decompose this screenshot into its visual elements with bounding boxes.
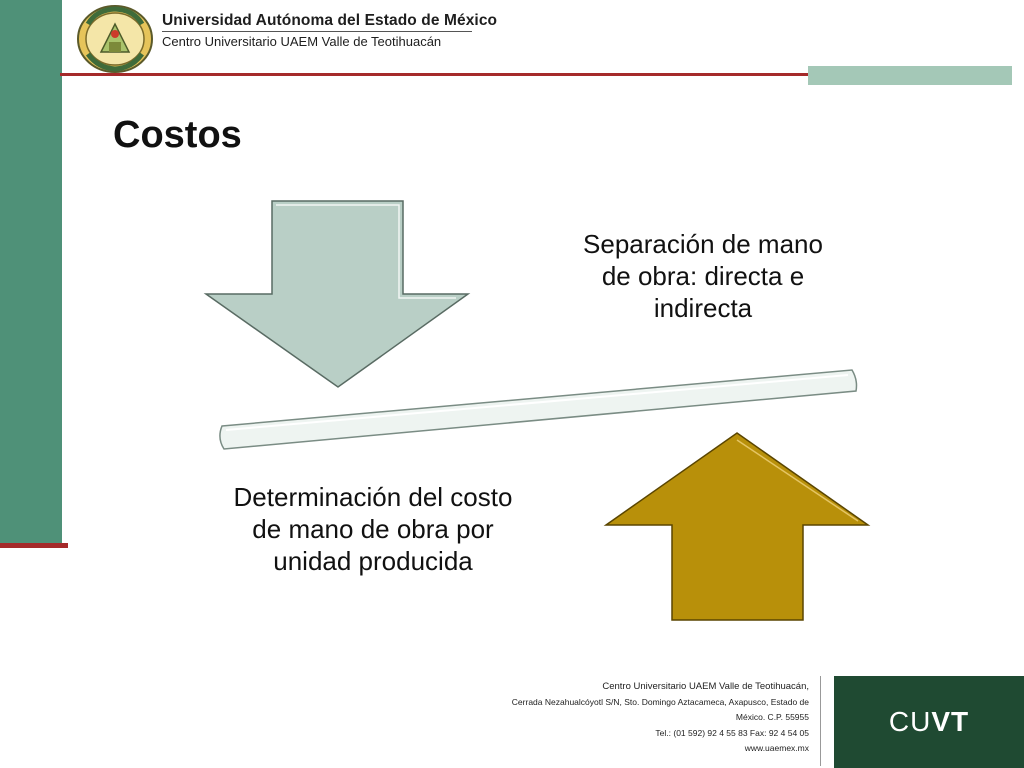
footer-line-address: Cerrada Nezahualcóyotl S/N, Sto. Domingo Aztacameca, Axapusco, Estado de [511,696,809,707]
footer-line-postal: México. C.P. 55955 [735,712,809,722]
label-labor-separation: Separación de mano de obra: directa e indirecta [583,229,823,323]
footer-address [512,679,809,757]
footer-line-phone: Tel.: (01 592) 92 4 55 83 Fax: 92 4 54 05 [655,727,809,738]
label-labor-cost-per-unit: Determinación del costo de mano de obra por unidad producida [233,482,513,576]
balance-beam [220,370,857,449]
down-arrow-icon [206,201,468,387]
campus-name: Centro Universitario UAEM Valle de Teotihuacán [162,34,442,49]
footer-divider [820,676,821,766]
footer-line-website: www.uaemex.mx [744,743,809,753]
page-title: Costos [113,114,242,156]
cuvt-logo [834,676,1024,768]
up-arrow-icon [606,433,868,620]
cuvt-logo-text: CUVT [888,706,970,737]
university-name: Universidad Autónoma del Estado de México [162,12,498,29]
footer-line-campus: Centro Universitario UAEM Valle de Teotihuacán, [602,681,809,692]
